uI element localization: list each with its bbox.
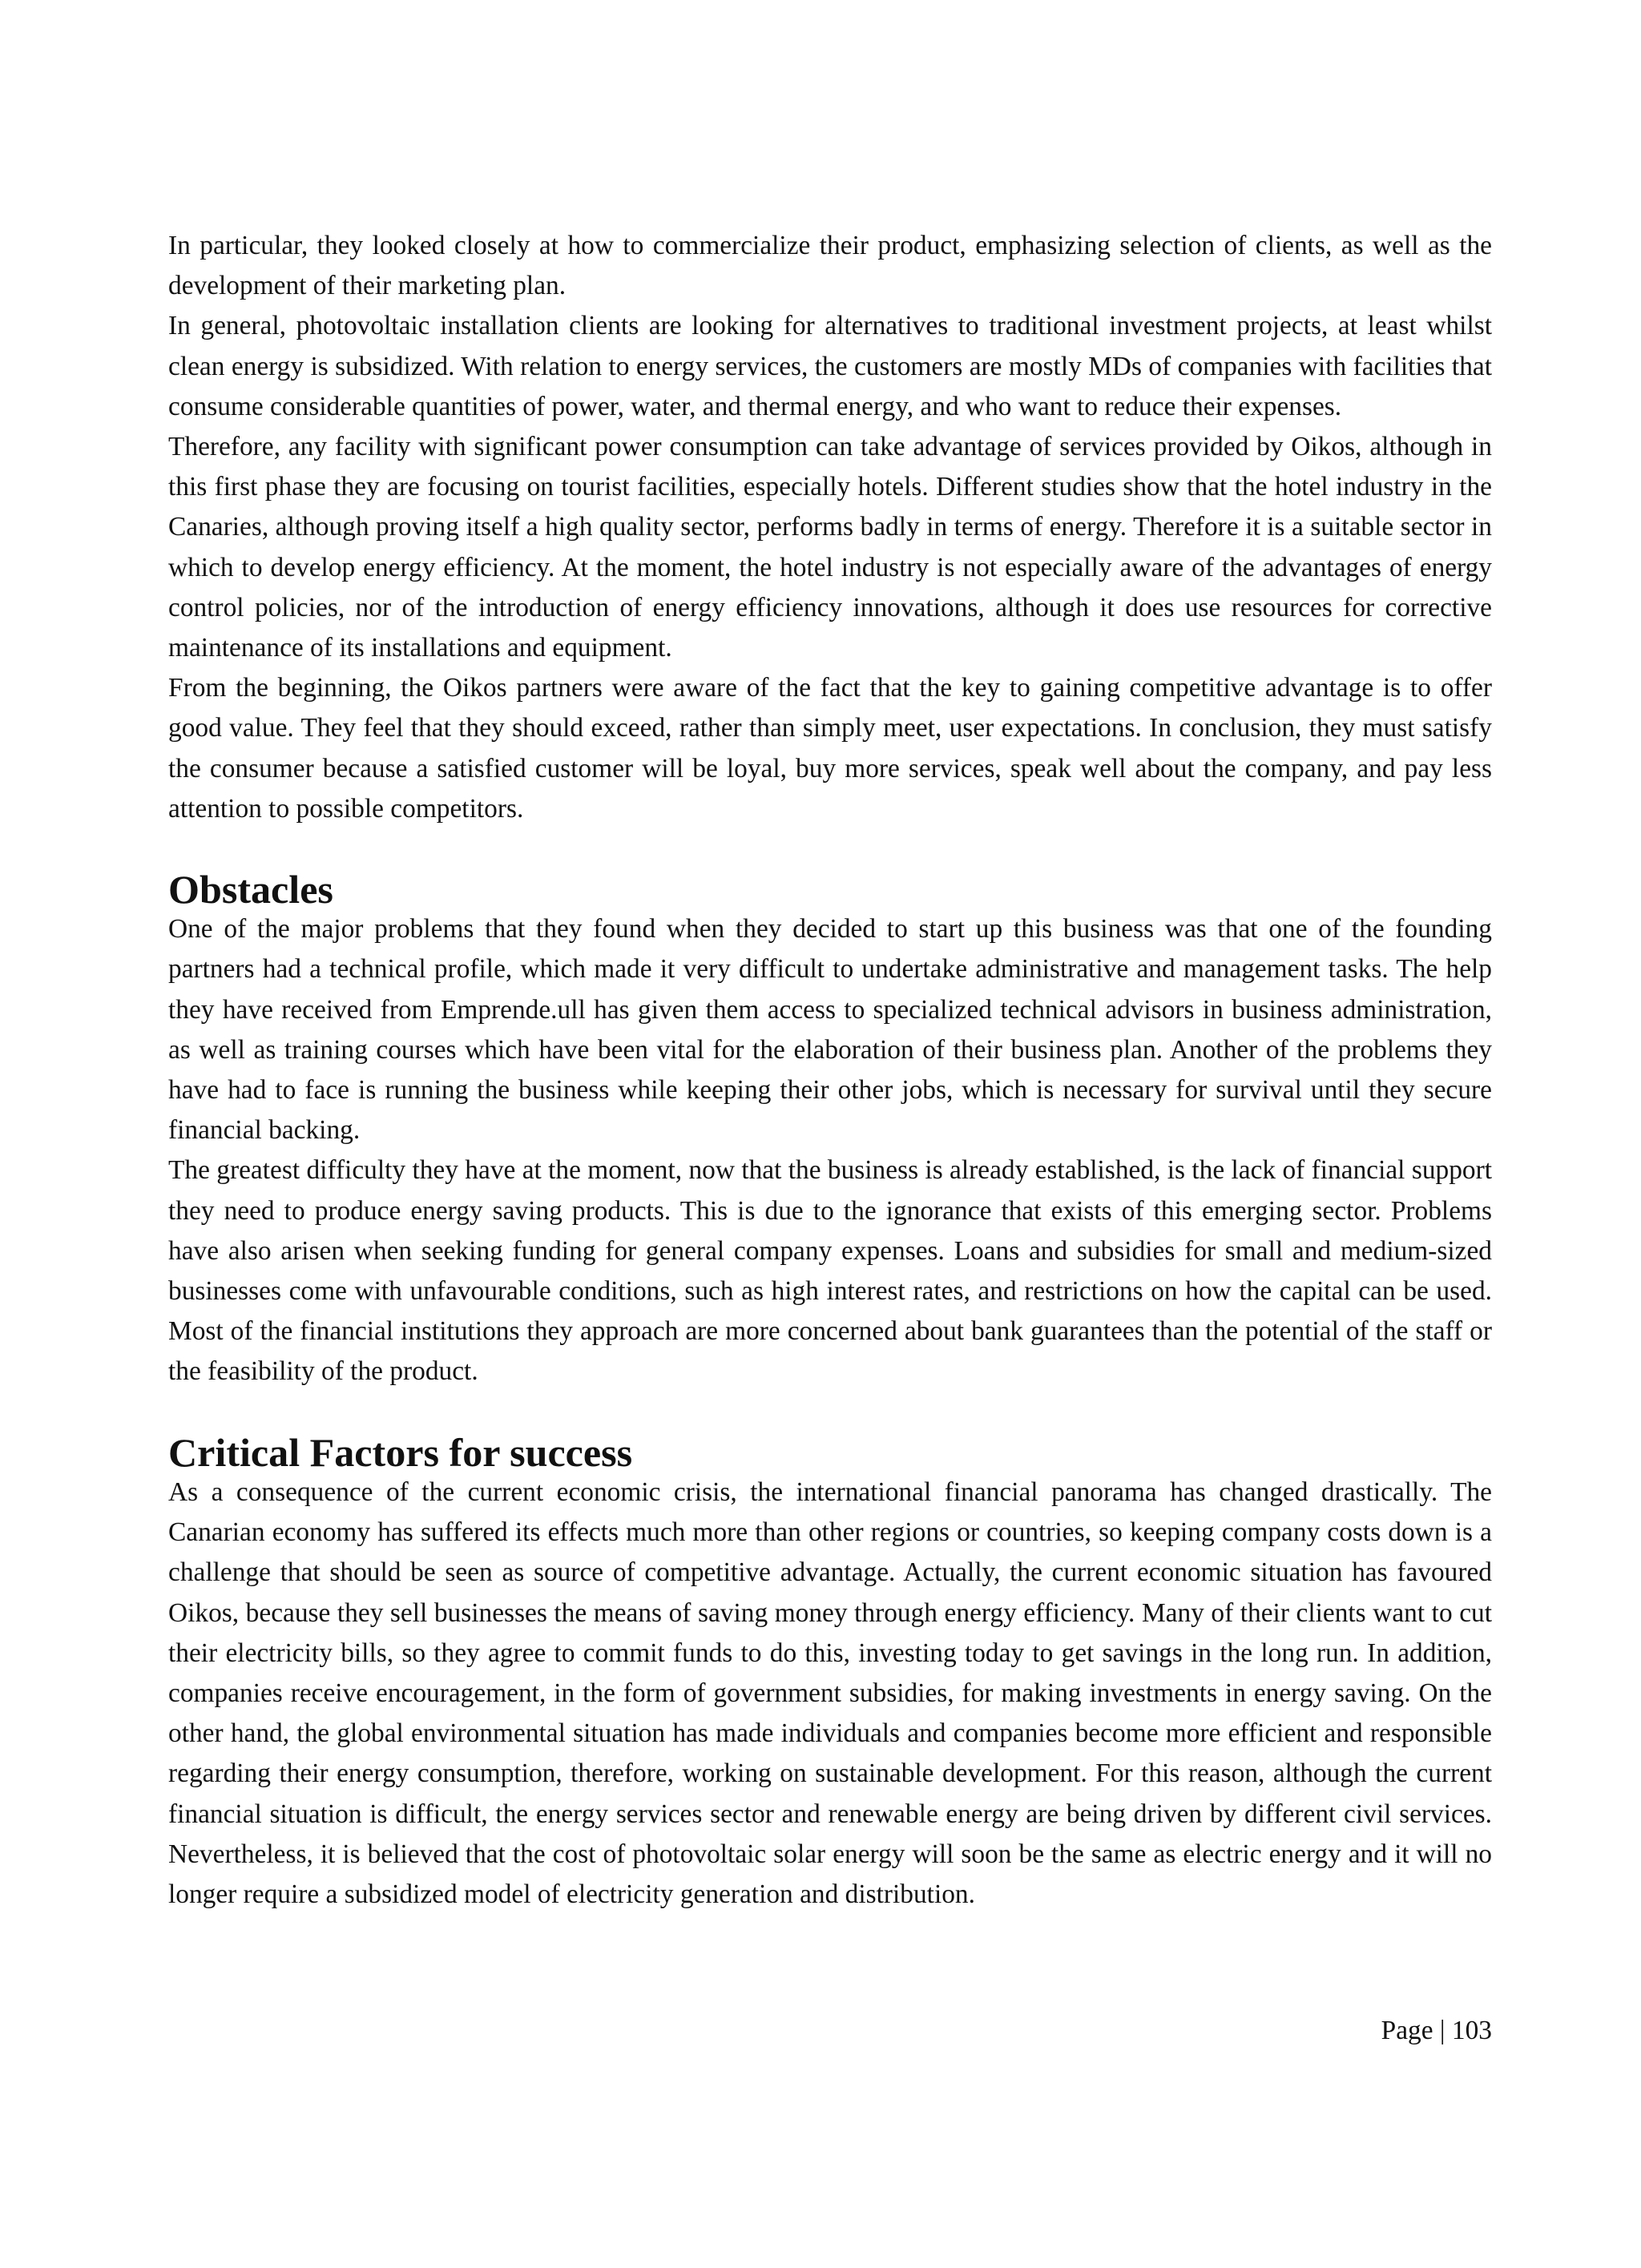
intro-paragraph-1: In particular, they looked closely at how to commercialize their product, emphasizing selection of clients, as well as the development of their marketing plan.: [168, 231, 1492, 301]
page-number: Page | 103: [1381, 2016, 1492, 2045]
obstacles-paragraph-1: One of the major problems that they found when they decided to start up this business was that one of the founding partners had a technical profile, which made it very difficult to undertake administrative and management tasks. The help they have received from Emprende.ull has given them access to specialized technical advisors in business administration, as well as training courses which have been vital for the elaboration of their business plan. Another of the problems they have had to face is running the business while keeping their other jobs, which is necessary for survival until they secure financial backing.: [168, 914, 1492, 1146]
intro-paragraph-3: Therefore, any facility with significant power consumption can take advantage of services provided by Oikos, although in this first phase they are focusing on tourist facilities, especially hotels. Different studies show that the hotel industry in the Canaries, although proving itself a high quality sector, performs badly in terms of energy. Therefore it is a suitable sector in which to develop energy efficiency. At the moment, the hotel industry is not especially aware of the advantages of energy control policies, nor of the introduction of energy efficiency innovations, although it does use resources for corrective maintenance of its installations and equipment.: [168, 432, 1492, 663]
obstacles-heading: Obstacles: [168, 867, 333, 912]
section-spacer: [168, 1392, 1492, 1432]
obstacles-paragraph-2: The greatest difficulty they have at the moment, now that the business is already established, is the lack of financial support they need to produce energy saving products. This is due to the ignorance that exists of this emerging sector. Problems have also arisen when seeking funding for general company expenses. Loans and subsidies for small and medium-sized businesses come with unfavourable conditions, such as high interest rates, and restrictions on how the capital can be used. Most of the financial institutions they approach are more concerned about bank guarantees than the potential of the staff or the feasibility of the product.: [168, 1155, 1492, 1387]
critical-factors-paragraph-1: As a consequence of the current economic crisis, the international financial panorama has changed drastically. The Canarian economy has suffered its effects much more than other regions or countries, so keeping company costs down is a challenge that should be seen as source of competitive advantage. Actually, the current economic situation has favoured Oikos, because they sell businesses the means of saving money through energy efficiency. Many of their clients want to cut their electricity bills, so they agree to commit funds to do this, investing today to get savings in the long run. In addition, companies receive encouragement, in the form of government subsidies, for making investments in energy saving. On the other hand, the global environmental situation has made individuals and companies become more efficient and responsible regarding their energy consumption, therefore, working on sustainable development. For this reason, although the current financial situation is difficult, the energy services sector and renewable energy are being driven by different civil services. Nevertheless, it is believed that the cost of photovoltaic solar energy will soon be the same as electric energy and it will no longer require a subsidized model of electricity generation and distribution.: [168, 1476, 1492, 1909]
critical-factors-heading: Critical Factors for success: [168, 1429, 633, 1475]
section-spacer: [168, 829, 1492, 869]
document-page: [168, 226, 1492, 1915]
intro-paragraph-4: From the beginning, the Oikos partners were aware of the fact that the key to gaining competitive advantage is to offer good value. They feel that they should exceed, rather than simply meet, user expectations. In conclusion, they must satisfy the consumer because a satisfied customer will be loyal, buy more services, speak well about the company, and pay less attention to possible competitors.: [168, 673, 1492, 824]
intro-paragraph-2: In general, photovoltaic installation clients are looking for alternatives to traditional investment projects, at least whilst clean energy is subsidized. With relation to energy services, the customers are mostly MDs of companies with facilities that consume considerable quantities of power, water, and thermal energy, and who want to reduce their expenses.: [168, 311, 1492, 421]
